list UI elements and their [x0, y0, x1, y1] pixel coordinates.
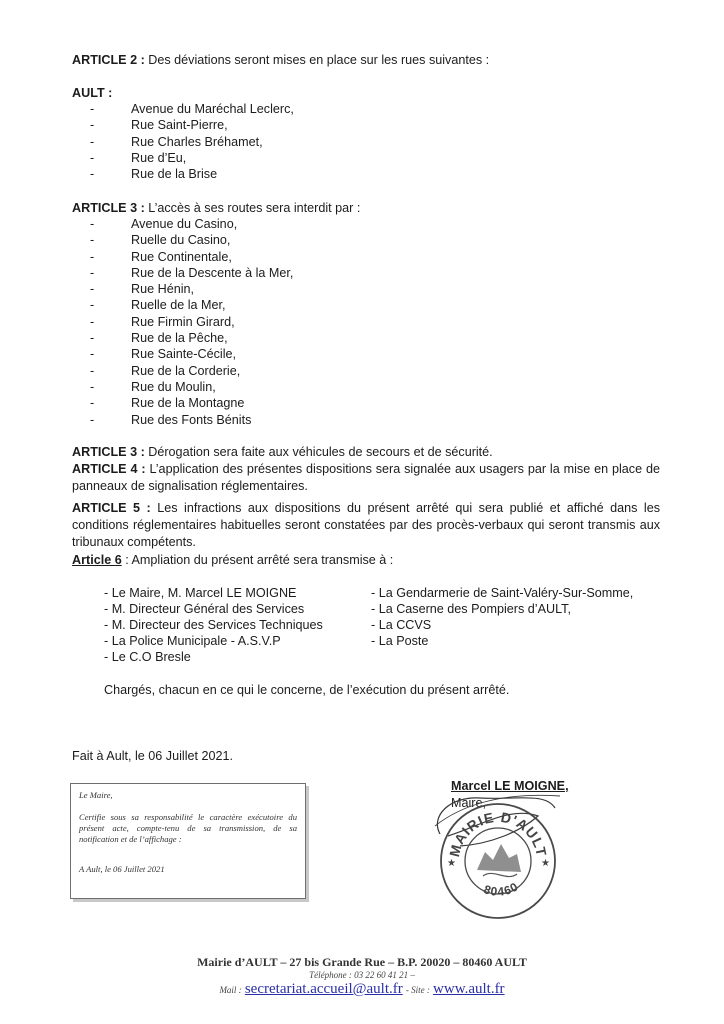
- email-link[interactable]: secretariat.accueil@ault.fr: [244, 981, 403, 997]
- article-2: [72, 52, 489, 68]
- article-2-label: ARTICLE 2 :: [72, 53, 145, 67]
- certificate-title: Le Maire,: [79, 790, 113, 800]
- list-item: - Le C.O Bresle: [104, 650, 191, 664]
- list-item: - La Caserne des Pompiers d’AULT,: [371, 602, 571, 616]
- list-item: - La Police Municipale - A.S.V.P: [104, 634, 281, 648]
- fait-a-ault: Fait à Ault, le 06 Juillet 2021.: [72, 749, 234, 763]
- article-5-text: Les infractions aux dispositions du présent arrêté qui sera publié et affiché dans les conditions réglementaires habituelles seront constatées par des procès-verbaux qui seront transmis aux tribunaux compétents.: [72, 501, 660, 549]
- article-6: [72, 552, 393, 568]
- list-item: - Le Maire, M. Marcel LE MOIGNE: [104, 586, 297, 600]
- article-3b-label: ARTICLE 3 :: [72, 445, 145, 459]
- website-link[interactable]: www.ault.fr: [433, 981, 505, 997]
- article-5: [72, 500, 660, 551]
- list-item: - M. Directeur des Services Techniques: [104, 618, 323, 632]
- article-6-text: : Ampliation du présent arrêté sera transmise à :: [121, 553, 394, 567]
- certificate-box: [70, 783, 306, 899]
- footer-contacts: [0, 981, 724, 998]
- list-item: - La Poste: [371, 634, 429, 648]
- recipient-list-left: [104, 585, 323, 665]
- article-4-text: L’application des présentes dispositions sera signalée aux usagers par la mise en place de panneaux de signalisation réglementaires.: [72, 462, 661, 493]
- article-3-text: L’accès à ses routes sera interdit par :: [144, 201, 361, 215]
- article-3b-text: Dérogation sera faite aux véhicules de secours et de sécurité.: [144, 445, 493, 459]
- recipient-list-right: [371, 585, 633, 649]
- footer-phone: Téléphone : 03 22 60 41 21 –: [309, 970, 415, 980]
- certificate-date: A Ault, le 06 Juillet 2021: [79, 864, 165, 874]
- article-6-label: Article 6: [72, 553, 122, 567]
- article-5-label: ARTICLE 5 :: [72, 501, 151, 515]
- footer-address: Mairie d’AULT – 27 bis Grande Rue – B.P. 20020 – 80460 AULT: [197, 955, 527, 969]
- list-item: - La CCVS: [371, 618, 432, 632]
- article-3-access: [72, 200, 360, 216]
- article-3-derogation: [72, 444, 493, 460]
- article-2-text: Des déviations seront mises en place sur les rues suivantes :: [144, 53, 490, 67]
- official-stamp: [437, 800, 559, 922]
- svg-text:MAIRIE D'AULT: MAIRIE D'AULT: [446, 808, 550, 859]
- svg-text:80460: 80460: [481, 879, 522, 899]
- svg-text:★: ★: [447, 858, 456, 869]
- signatory-role: Maire,: [451, 796, 486, 810]
- site-label: - Site :: [405, 985, 430, 995]
- certificate-body: Certifie sous sa responsabilité le caractère exécutoire du présent acte, compte-tenu de sa transmission, de sa notification et de l’affichage :: [79, 812, 297, 844]
- list-item: - La Gendarmerie de Saint-Valéry-Sur-Somme,: [371, 586, 634, 600]
- signatory-name: Marcel LE MOIGNE,: [451, 779, 569, 793]
- article-4-label: ARTICLE 4 :: [72, 462, 146, 476]
- svg-text:★: ★: [541, 858, 550, 869]
- article-4: [72, 461, 660, 495]
- charges-text: Chargés, chacun en ce qui le concerne, de l’exécution du présent arrêté.: [104, 683, 510, 697]
- list-item: - M. Directeur Général des Services: [104, 602, 305, 616]
- ault-heading: AULT :: [72, 86, 113, 100]
- mail-label: Mail :: [219, 985, 242, 995]
- article-3-label: ARTICLE 3 :: [72, 201, 145, 215]
